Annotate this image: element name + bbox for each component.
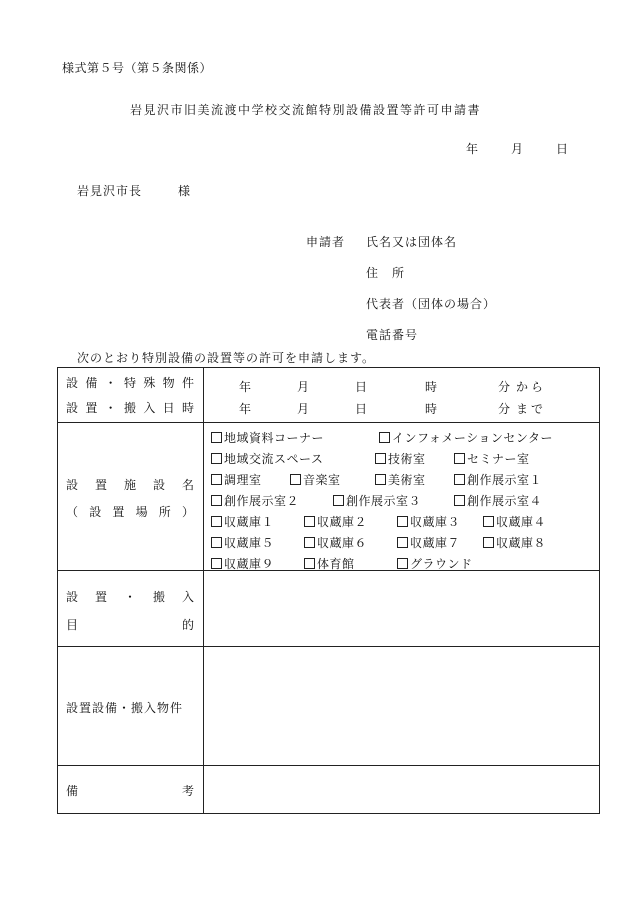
from-label: から <box>516 380 547 394</box>
facility-row <box>58 423 600 571</box>
label-char: 施 <box>123 478 136 492</box>
facility-option-label: 創作展示室１ <box>467 473 543 487</box>
checkbox[interactable] <box>211 537 222 548</box>
facility-option-label: セミナー室 <box>467 452 530 466</box>
date-month-unit: 月 <box>511 142 524 156</box>
intro-sentence: 次のとおり特別設備の設置等の許可を申請します。 <box>77 351 376 365</box>
facility-option-label: 美術室 <box>388 473 426 487</box>
label-char: 設 <box>66 478 79 492</box>
datetime-row <box>58 368 600 423</box>
facility-option-label: 収蔵庫２ <box>317 515 368 529</box>
checkbox[interactable] <box>375 453 386 464</box>
checkbox[interactable] <box>304 516 315 527</box>
facility-option[interactable] <box>483 513 546 530</box>
facility-option-label: 創作展示室２ <box>224 494 300 508</box>
facility-option[interactable] <box>211 555 274 572</box>
checkbox[interactable] <box>211 453 222 464</box>
facility-option[interactable] <box>211 513 274 530</box>
addressee-honorific: 様 <box>178 184 191 198</box>
applicant-address-field[interactable]: 住 所 <box>366 266 406 280</box>
checkbox[interactable] <box>483 537 494 548</box>
checkbox[interactable] <box>211 495 222 506</box>
equipment-label: 設置設備・搬入物件 <box>66 701 184 715</box>
facility-option-label: 収蔵庫７ <box>410 536 461 550</box>
checkbox[interactable] <box>397 537 408 548</box>
label-char: 所 <box>158 505 171 519</box>
datetime-label-cell <box>58 368 204 423</box>
start-year-unit: 年 <box>239 380 252 394</box>
date-day-unit: 日 <box>556 142 569 156</box>
facility-option[interactable] <box>304 555 355 572</box>
applicant-representative-field[interactable]: 代表者（団体の場合） <box>366 297 497 311</box>
label-char: 置 <box>94 478 107 492</box>
label-char: （ <box>66 505 79 519</box>
facility-option-label: 収蔵庫５ <box>224 536 275 550</box>
purpose-label-line-2 <box>66 616 194 633</box>
checkbox[interactable] <box>304 558 315 569</box>
datetime-label-line-2 <box>66 399 194 416</box>
facility-option-label: 収蔵庫３ <box>410 515 461 529</box>
checkbox[interactable] <box>397 516 408 527</box>
facility-option[interactable] <box>375 471 426 488</box>
facility-option-label: 収蔵庫９ <box>224 557 275 571</box>
checkbox[interactable] <box>483 516 494 527</box>
facility-option-label: 収蔵庫４ <box>496 515 547 529</box>
label-char: 件 <box>181 376 194 390</box>
checkbox[interactable] <box>211 474 222 485</box>
checkbox[interactable] <box>211 432 222 443</box>
label-char: 置 <box>112 505 125 519</box>
equipment-row <box>58 647 600 766</box>
facility-option-label: 収蔵庫１ <box>224 515 275 529</box>
facility-option[interactable] <box>397 513 460 530</box>
facility-option-label: 技術室 <box>388 452 426 466</box>
facility-option[interactable] <box>397 555 473 572</box>
facility-option[interactable] <box>211 450 323 467</box>
label-char: 搬 <box>123 401 136 415</box>
facility-option-label: 体育館 <box>317 557 355 571</box>
equipment-input-cell[interactable] <box>204 647 600 766</box>
facility-option-label: 創作展示室３ <box>346 494 422 508</box>
facility-option[interactable] <box>211 429 324 446</box>
datetime-label-line-1 <box>66 374 194 391</box>
checkbox[interactable] <box>454 453 465 464</box>
remarks-label-cell <box>58 766 204 814</box>
facility-option[interactable] <box>379 429 553 446</box>
checkbox[interactable] <box>290 474 301 485</box>
facility-option-label: グラウンド <box>410 557 473 571</box>
start-hour-unit: 時 <box>425 380 438 394</box>
label-char: 特 <box>123 376 136 390</box>
label-char: ・ <box>104 376 117 390</box>
facility-option-label: 収蔵庫６ <box>317 536 368 550</box>
label-char: 入 <box>143 401 156 415</box>
label-char: 日 <box>162 401 175 415</box>
checkbox[interactable] <box>333 495 344 506</box>
label-char: 殊 <box>143 376 156 390</box>
purpose-row <box>58 571 600 647</box>
equipment-label-cell <box>58 647 204 766</box>
form-number: 様式第５号（第５条関係） <box>62 61 213 75</box>
start-minute-unit: 分 <box>498 380 511 394</box>
label-char: 的 <box>181 618 194 632</box>
remarks-row <box>58 766 600 814</box>
datetime-input-cell[interactable] <box>204 368 600 423</box>
checkbox[interactable] <box>379 432 390 443</box>
label-char: 備 <box>85 376 98 390</box>
checkbox[interactable] <box>454 474 465 485</box>
label-char: 目 <box>66 618 79 632</box>
start-day-unit: 日 <box>355 380 368 394</box>
purpose-input-cell[interactable] <box>204 571 600 647</box>
label-char: 名 <box>181 478 194 492</box>
facility-option[interactable] <box>375 450 426 467</box>
label-char: 物 <box>162 376 175 390</box>
checkbox[interactable] <box>211 516 222 527</box>
facility-option[interactable] <box>304 534 367 551</box>
label-char: 備 <box>66 784 79 798</box>
start-month-unit: 月 <box>297 380 310 394</box>
facility-option[interactable] <box>454 492 542 509</box>
label-char: 設 <box>152 478 165 492</box>
facility-option[interactable] <box>211 471 262 488</box>
label-char: 置 <box>94 590 107 604</box>
label-char: 搬 <box>152 590 165 604</box>
facility-option[interactable] <box>454 450 530 467</box>
facility-option[interactable] <box>483 534 546 551</box>
applicant-phone-field[interactable]: 電話番号 <box>366 328 419 342</box>
facility-label-line-2 <box>66 503 194 520</box>
facility-option[interactable] <box>211 534 274 551</box>
checkbox[interactable] <box>375 474 386 485</box>
end-year-unit: 年 <box>239 402 252 416</box>
checkbox[interactable] <box>454 495 465 506</box>
checkbox[interactable] <box>397 558 408 569</box>
facility-option[interactable] <box>304 513 367 530</box>
label-char: 設 <box>66 590 79 604</box>
facility-option-label: 地域資料コーナー <box>224 431 325 445</box>
facility-options-cell <box>204 423 600 571</box>
facility-option-label: 音楽室 <box>303 473 341 487</box>
checkbox[interactable] <box>211 558 222 569</box>
facility-option-label: 地域交流スペース <box>224 452 324 466</box>
facility-option-label: 創作展示室４ <box>467 494 543 508</box>
end-minute-unit: 分 <box>498 402 511 416</box>
end-day-unit: 日 <box>355 402 368 416</box>
facility-label-cell <box>58 423 204 571</box>
facility-option[interactable] <box>454 471 542 488</box>
purpose-label-cell <box>58 571 204 647</box>
facility-label-line-1 <box>66 476 194 493</box>
remarks-input-cell[interactable] <box>204 766 600 814</box>
facility-option[interactable] <box>211 492 299 509</box>
end-hour-unit: 時 <box>425 402 438 416</box>
facility-option-label: 収蔵庫８ <box>496 536 547 550</box>
facility-option[interactable] <box>333 492 421 509</box>
label-char: 場 <box>135 505 148 519</box>
applicant-label: 申請者 <box>306 235 346 249</box>
facility-option-label: 調理室 <box>224 473 262 487</box>
facility-option[interactable] <box>290 471 341 488</box>
form-title: 岩見沢市旧美流渡中学校交流館特別設備設置等許可申請書 <box>130 103 482 117</box>
until-label: まで <box>516 402 547 416</box>
label-char: 設 <box>66 376 79 390</box>
facility-option[interactable] <box>397 534 460 551</box>
application-table <box>57 367 600 814</box>
purpose-label-line-1 <box>66 588 194 605</box>
end-month-unit: 月 <box>297 402 310 416</box>
remarks-label <box>66 782 194 799</box>
applicant-name-field[interactable]: 氏名又は団体名 <box>366 235 458 249</box>
checkbox[interactable] <box>304 537 315 548</box>
date-year-unit: 年 <box>466 142 479 156</box>
label-char: ・ <box>123 590 136 604</box>
addressee: 岩見沢市長 <box>77 184 143 198</box>
label-char: 時 <box>181 401 194 415</box>
label-char: 設 <box>89 505 102 519</box>
label-char: 入 <box>181 590 194 604</box>
label-char: 置 <box>85 401 98 415</box>
label-char: ・ <box>104 401 117 415</box>
label-char: 設 <box>66 401 79 415</box>
facility-option-label: インフォメーションセンター <box>392 431 553 445</box>
label-char: 考 <box>181 784 194 798</box>
label-char: ） <box>181 505 194 519</box>
